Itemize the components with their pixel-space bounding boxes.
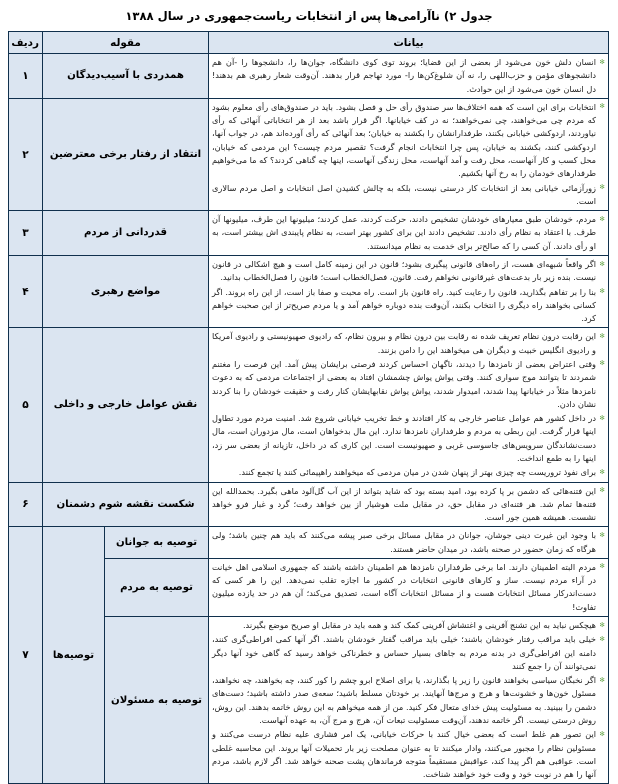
list-item: ✻ زورآزمائی خیابانی بعد از انتخابات کار درستی نیست، بلکه به چالش کشیدن اصل انتخابات و اصل مردم سالاری است. <box>212 182 605 209</box>
list-item: ✻ اگر واقعاً شبهه‌ای هست، از راه‌های قانونی پیگیری بشود؛ قانون در این زمینه کامل است و هیچ اشکالی در قانون نیست. بنده زیر بار بدعت‌های غیرقانونی نخواهم رفت. قانون، فصل‌الخطاب است؛ قانون را فصل‌الخطاب بدانید. <box>212 258 605 285</box>
list-item: ✻ خیلی باید مراقب رفتار خودشان باشند؛ خیلی باید مراقب گفتار خودشان باشند. اگر آنها کمی افراطی‌گری کنند، دامنه این افراطی‌گری در بدنه مردم به جاهای بسیار حساس و خطرناکی خواهد رسید که گاهی خود آنها دیگر نمی‌توانند آن را جمع کنند <box>212 633 605 673</box>
list-item: ✻ اگر نخبگان سیاسی بخواهند قانون را زیر پا بگذارند، یا برای اصلاح ابرو چشم را کور کنند، چه بخواهند، چه نخواهند، مسئول خون‌ها و خشونت‌ها و هرج و مرج‌ها آنهایند. بر خودتان مسلط باشید؛ سعه‌ی صدر داشته باشید؛ دست‌های دشمن را ببینید. به مسئولیت پیش خدای متعال فکر کنید. من از همه میخواهم به این روش خاتمه بدهند. این روش، روش درستی نیست. اگر خاتمه ندهند، آن‌وقت مسئولیت تبعات آن، هرج و مرج آن، به عهده آنهاست. <box>212 674 605 727</box>
statements-cell <box>209 617 609 784</box>
statements-cell <box>209 482 609 527</box>
statements-cell <box>209 328 609 482</box>
subcategory-cell: توصیه به مردم <box>105 558 209 616</box>
row-number-cell: ۶ <box>8 482 42 527</box>
row-number-cell: ۵ <box>8 328 42 482</box>
statements-cell <box>209 527 609 559</box>
list-item: ✻ انسان دلش خون می‌شود از بعضی از این قضایا؛ بروند توی کوی دانشگاه، جوان‌ها را، دانشجوها را -آن هم دانشجوهای مؤمن و حزب‌اللهی را، نه آن شلوغ‌کن‌ها را- مورد تهاجم قرار بدهند. آن‌وقت شعار رهبری هم بدهند! دل انسان خون می‌شود از این حوادث. <box>212 56 605 96</box>
statement-list <box>212 561 605 614</box>
statement-list <box>212 529 605 556</box>
table-row <box>8 527 608 559</box>
statement-list <box>212 213 605 253</box>
row-number-cell: ۲ <box>8 98 42 210</box>
list-item: ✻ وقتی اعتراض بعضی از نامزدها را دیدند، ناگهان احساس کردند فرصتی برایشان پیش آمد. این فرصت را مغتنم شمردند تا بتوانند موج سواری کنند. وقتی یواش یواش چشمشان افتاد به بعضی از اجتماعات مردمی که به دعوت نامزدها مثلاً در خیابانها پیدا شدند، امیدوار شدند، یواش یواش نقابهایشان کنار رفت و حقیقت خودشان را بنا کردند نشان دادن. <box>212 358 605 411</box>
category-cell: قدردانی از مردم <box>42 211 208 256</box>
category-cell: همدردی با آسیب‌دیدگان <box>42 54 208 99</box>
statements-cell <box>209 54 609 99</box>
row-number-cell: ۱ <box>8 54 42 99</box>
statement-list <box>212 619 605 781</box>
category-cell: توصیه‌ها <box>42 527 104 784</box>
subcategory-cell: توصیه به جوانان <box>105 527 209 559</box>
statements-cell <box>209 558 609 616</box>
list-item: ✻ مردم البته اطمینان دارند. اما برخی طرفداران نامزدها هم اطمینان داشته باشند که جمهوری اسلامی اهل خیانت در آراء مردم نیست. ساز و کارهای قانونی انتخابات در کشور ما اجازه تقلب نمی‌دهد. این را هر کسی که دست‌اندرکار مسائل انتخابات هست و از مسائل انتخابات آگاه است، تصدیق می‌کند؛ آن هم در حد یازده میلیون تفاوت! <box>212 561 605 614</box>
statement-list <box>212 56 605 96</box>
table-body <box>8 54 608 784</box>
table-row <box>8 98 608 210</box>
category-cell: مواضع رهبری <box>42 256 208 328</box>
statements-cell <box>209 211 609 256</box>
list-item: ✻ هیچکس نباید به این تشنج آفرینی و اغتشاش آفرینی کمک کند و همه باید در مقابل او صریح موضع بگیرند. <box>212 619 605 632</box>
table-row <box>8 482 608 527</box>
category-cell: شکست نقشه شوم دشمنان <box>42 482 208 527</box>
row-number-cell: ۳ <box>8 211 42 256</box>
statements-cell <box>209 98 609 210</box>
page-title: جدول ۲) ناآرامی‌ها پس از انتخابات ریاست‌جمهوری در سال ۱۳۸۸ <box>125 9 493 23</box>
list-item: ✻ بنا را بر تفاهم بگذارید، قانون را رعایت کنید. راه قانون باز است. راه محبت و صفا باز است، از این راه بروند. اگر کسانی بخواهند راه دیگری را انتخاب بکنند، آن‌وقت بنده دوباره خواهم آمد و یا مردم صریح‌تر از این صحبت خواهم کرد. <box>212 286 605 326</box>
table-row <box>8 328 608 482</box>
statements-cell <box>209 256 609 328</box>
unrest-categories-table <box>8 31 609 784</box>
row-number-cell: ۴ <box>8 256 42 328</box>
category-cell: انتقاد از رفتار برخی معترضین <box>42 98 208 210</box>
statement-list <box>212 101 605 208</box>
list-item: ✻ در داخل کشور هم عوامل عناصر خارجی به کار افتادند و خط تخریب خیابانی شروع شد. امنیت مردم مورد تطاول اینها قرار گرفت. این ربطی به مردم و طرفداران نامزدها ندارد. این مال بدخواهان است، مال مزدوران است، مال دست‌نشاندگان سرویس‌های جاسوسی غربی و صهیونیست است. این کاری که در داخل، تازیانه از بعضی سر زد، اینها را به طمع انداخت. <box>212 412 605 465</box>
table-row <box>8 211 608 256</box>
column-header-radif: ردیف <box>8 32 42 54</box>
table-row <box>8 256 608 328</box>
column-header-bayanat: بیانات <box>209 32 609 54</box>
row-number-cell: ۷ <box>8 527 42 784</box>
column-header-maqule: مقوله <box>42 32 208 54</box>
list-item: ✻ برای نفوذ تروریست چه چیزی بهتر از پنهان شدن در میان مردمی که میخواهند راهپیمائی کنند یا تجمع کنند. <box>212 466 605 479</box>
category-cell: نقش عوامل خارجی و داخلی <box>42 328 208 482</box>
statement-list <box>212 485 605 525</box>
list-item: ✻ با وجود این غیرت دینی جوشان، جوانان در مقابل مسائل برخی صبر پیشه می‌کنند که باید هم چنین باشد؛ ولی هرگاه که زمان حضور در صحنه باشد، در میدان حاضر هستند. <box>212 529 605 556</box>
list-item: ✻ انتخابات برای این است که همه اختلاف‌ها سر صندوق رأی حل و فصل بشود. باید در صندوق‌های رأی معلوم بشود که مردم چی می‌خواهند، چی نمی‌خواهند؛ نه در کف خیابانها. اگر قرار باشد بعد از هر انتخاباتی آنهائی که رأی نیاوردند، اردوکشی خیابانی بکنند، طرفدارانشان را بکشند به خیابان؛ بعد آنهائی که رأی آورده‌اند هم، در جواب آنها، اردوکشی کنند، بکشند به خیابان، پس چرا انتخابات انجام گرفت؟ تقصیر مردم چیست؟ این مردمی که خیابان، محل کسب و کار آنهاست، محل رفت و آمد آنهاست، محل زندگی آنهاست، اینها چه گناهی کردند؟ که ما می‌خواهیم طرفدارهای خودمان را به رخ آنها بکشیم. <box>212 101 605 181</box>
list-item: ✻ این تصور هم غلط است که بعضی خیال کنند با حرکات خیابانی، یک امر فشاری علیه نظام درست می‌کنند و مسئولین نظام را مجبور می‌کنند، وادار میکنند تا به عنوان مصلحت زیر بار تحمیلات آنها بروند. این محاسبه غلطی است. عواقبی هم اگر پیدا کند، عواقبش مستقیماً متوجه فرماندهان پشت صحنه خواهد شد. اگر لازم باشد، مردم آنها را هم در نوبت خود و وقت خود خواهند شناخت. <box>212 728 605 781</box>
statement-list <box>212 258 605 325</box>
table-header-row <box>8 32 608 54</box>
subcategory-cell: توصیه به مسئولان <box>105 617 209 784</box>
statement-list <box>212 330 605 479</box>
table-row <box>8 54 608 99</box>
table-header <box>8 32 608 54</box>
list-item: ✻ این فتنه‌هائی که دشمن بر پا کرده بود، امید بسته بود که شاید بتواند از این آب گل‌آلود ماهی بگیرد. بحمدالله این فتنه‌ها تمام شد. هر فتنه‌ای در مقابل حق، در مقابل ملت هوشیار از بین خواهد رفت؛ گرد و غبار فرو خواهد نشست. همیشه همین جور است. <box>212 485 605 525</box>
list-item: ✻ مردم، خودشان طبق معیارهای خودشان تشخیص دادند، حرکت کردند، عمل کردند؛ میلیونها این طرف، میلیونها آن طرف. با اعتقاد به نظام رأی دادند. تشخیص دادند این برای کشور بهتر است، به نظام پایبندی اش بیشتر است، به او رأی دادند. آن کسی را که صالح‌تر برای خدمت به نظام میدانستند. <box>212 213 605 253</box>
list-item: ✻ این رقابت درون نظام تعریف شده نه رقابت بین درون نظام و بیرون نظام، که رادیوی صهیونیستی و رادیوی آمریکا و رادیوی انگلیس خبیث و دیگران هی میخواهند این را دامن بزنند. <box>212 330 605 357</box>
